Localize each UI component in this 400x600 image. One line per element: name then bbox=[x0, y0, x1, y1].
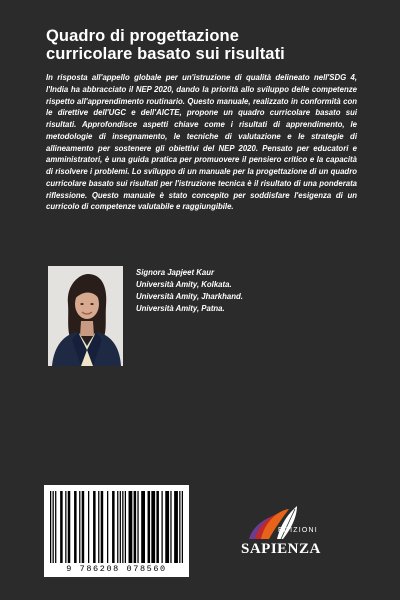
author-photo bbox=[48, 266, 123, 366]
barcode-bar bbox=[120, 491, 121, 563]
barcode-bar bbox=[68, 491, 71, 563]
barcode-bar bbox=[170, 491, 171, 563]
barcode-bar bbox=[50, 491, 51, 563]
barcode-bar bbox=[98, 491, 99, 563]
barcode-bar bbox=[74, 491, 77, 563]
barcode-bar bbox=[148, 491, 151, 563]
barcode-bar bbox=[65, 491, 66, 563]
barcode-bar bbox=[141, 491, 145, 563]
barcode-bar bbox=[125, 491, 126, 563]
barcode-bar bbox=[82, 491, 85, 563]
barcode-bar bbox=[122, 491, 123, 563]
barcode-bar bbox=[60, 491, 63, 563]
barcode-bar bbox=[165, 491, 169, 563]
barcode-bar bbox=[179, 491, 180, 563]
barcode-bars bbox=[50, 491, 183, 563]
barcode-bar bbox=[182, 491, 183, 563]
author-affiliation: Università Amity, Kolkata. bbox=[136, 279, 232, 289]
barcode-bar bbox=[156, 491, 159, 563]
author-affiliation: Università Amity, Jharkhand. bbox=[136, 291, 243, 301]
barcode-bar bbox=[151, 491, 155, 563]
title-line-1: Quadro di progettazione bbox=[46, 27, 239, 45]
book-description: In risposta all'appello globale per un'istruzione di qualità delineato nell'SDG 4, l'India ha abbracciato il NEP 2020, dando la priorità allo sviluppo delle competenze rispetto all'apprendimento routinario. Questo manuale, realizzato in conformità con le direttive dell'UGC e dell'AICTE, propone un quadro curricolare basato sui risultati. Approfondisce aspetti chiave come i risultati di apprendimento, le metodologie di insegnamento, le tecniche di valutazione e le strategie di allineamento per sostenere gli obiettivi del NEP 2020. Pensato per educatori e amministratori, è una guida pratica per promuovere il pensiero critico e la capacità di risolvere i problemi. Lo sviluppo di un manuale per la progettazione di un quadro curricolare basato sui risultati per l'istruzione tecnica è il risultato di una ponderata riflessione. Questo manuale è stato concepito per soddisfare l'esigenza di un curricolo di competenze valutabile e raggiungibile. bbox=[46, 73, 357, 212]
author-affiliation: Università Amity, Patna. bbox=[136, 303, 225, 313]
barcode-bar bbox=[129, 491, 133, 563]
book-title bbox=[46, 27, 366, 63]
author-name: Signora Japjeet Kaur bbox=[136, 268, 214, 277]
publisher-name: SAPIENZA bbox=[241, 541, 321, 557]
barcode-bar bbox=[112, 491, 115, 563]
barcode-bar bbox=[88, 491, 89, 563]
publisher-feather-icon bbox=[237, 503, 337, 543]
barcode-bar bbox=[117, 491, 118, 563]
barcode-bar bbox=[53, 491, 54, 563]
barcode-bar bbox=[134, 491, 137, 563]
title-line-2: curricolare basato sui risultati bbox=[46, 45, 285, 63]
author-portrait-illustration bbox=[48, 266, 123, 366]
barcode-bar bbox=[93, 491, 96, 563]
isbn-barcode bbox=[44, 485, 189, 577]
publisher-logo bbox=[237, 503, 337, 573]
barcode-bar bbox=[174, 491, 178, 563]
barcode-bar bbox=[137, 491, 138, 563]
barcode-bar bbox=[107, 491, 108, 563]
barcode-bar bbox=[101, 491, 104, 563]
author-info bbox=[136, 267, 366, 315]
barcode-bar bbox=[55, 491, 56, 563]
publisher-line-1: EDIZIONI bbox=[278, 527, 318, 534]
isbn-number: 9 786208 078560 bbox=[66, 564, 167, 574]
barcode-bar bbox=[161, 491, 162, 563]
barcode-bar bbox=[79, 491, 80, 563]
